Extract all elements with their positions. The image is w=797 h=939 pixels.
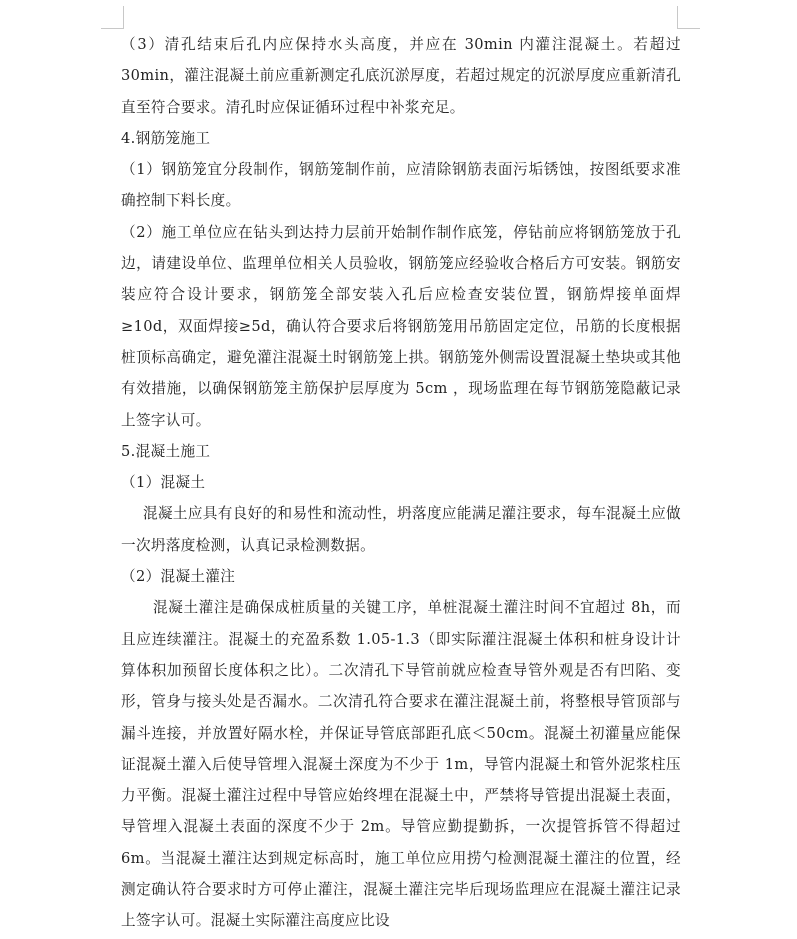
section-heading-rebar-cage: 4.钢筋笼施工 <box>121 129 211 147</box>
paragraph-rebar-cage-2: （2）施工单位应在钻头到达持力层前开始制作制作底笼，停钻前应将钢筋笼放于孔边，请建设单位、监理单位相关人员验收，钢筋笼应经验收合格后方可安装。钢筋安装应符合设计要求，钢筋笼全部安装入孔后应检查安装位置，钢筋焊接单面焊≥10d，双面焊接≥5d，确认符合要求后将钢筋笼用吊筋固定定位，吊筋的长度根据桩顶标高确定，避免灌注混凝土时钢筋笼上拱。钢筋笼外侧需设置混凝土垫块或其他有效措施，以确保钢筋笼主筋保护层厚度为 5cm ，现场监理在每节钢筋笼隐蔽记录上签字认可。 <box>121 223 681 429</box>
subheading-concrete-1: （1）混凝土 <box>121 474 206 492</box>
section-heading-concrete: 5.混凝土施工 <box>121 442 211 460</box>
page-corner-mark-top-left <box>101 6 124 29</box>
document-body <box>121 29 681 937</box>
subheading-concrete-pouring: （2）混凝土灌注 <box>121 568 236 586</box>
paragraph-clearing-hole-3: （3）清孔结束后孔内应保持水头高度，并应在 30min 内灌注混凝土。若超过30min，灌注混凝土前应重新测定孔底沉淤厚度，若超过规定的沉淤厚度应重新清孔直至符合要求。清孔时应保证循环过程中补浆充足。 <box>121 36 681 116</box>
paragraph-rebar-cage-1: （1）钢筋笼宜分段制作，钢筋笼制作前，应清除钢筋表面污垢锈蚀，按图纸要求准确控制下料长度。 <box>121 161 681 210</box>
paragraph-concrete-pouring: 混凝土灌注是确保成桩质量的关键工序，单桩混凝土灌注时间不宜超过 8h，而且应连续灌注。混凝土的充盈系数 1.05-1.3（即实际灌注混凝土体积和桩身设计计算体积加预留长度体积之比）。二次清孔下导管前就应检查导管外观是否有凹陷、变形，管身与接头处是否漏水。二次清孔符合要求在灌注混凝土前，将整根导管顶部与漏斗连接，并放置好隔水栓，并保证导管底部距孔底＜50cm。混凝土初灌量应能保证混凝土灌入后使导管埋入混凝土深度为不少于 1m，导管内混凝土和管外泥浆柱压力平衡。混凝土灌注过程中导管应始终埋在混凝土中，严禁将导管提出混凝土表面，导管埋入混凝土表面的深度不少于 2m。导管应勤提勤拆，一次提管拆管不得超过 6m。当混凝土灌注达到规定标高时，施工单位应用捞勺检测混凝土灌注的位置，经测定确认符合要求时方可停止灌注，混凝土灌注完毕后现场监理应在混凝土灌注记录上签字认可。混凝土实际灌注高度应比设 <box>121 599 681 930</box>
page-corner-mark-top-right <box>677 6 700 29</box>
paragraph-concrete-properties: 混凝土应具有良好的和易性和流动性，坍落度应能满足灌注要求，每车混凝土应做一次坍落度检测，认真记录检测数据。 <box>121 505 681 554</box>
